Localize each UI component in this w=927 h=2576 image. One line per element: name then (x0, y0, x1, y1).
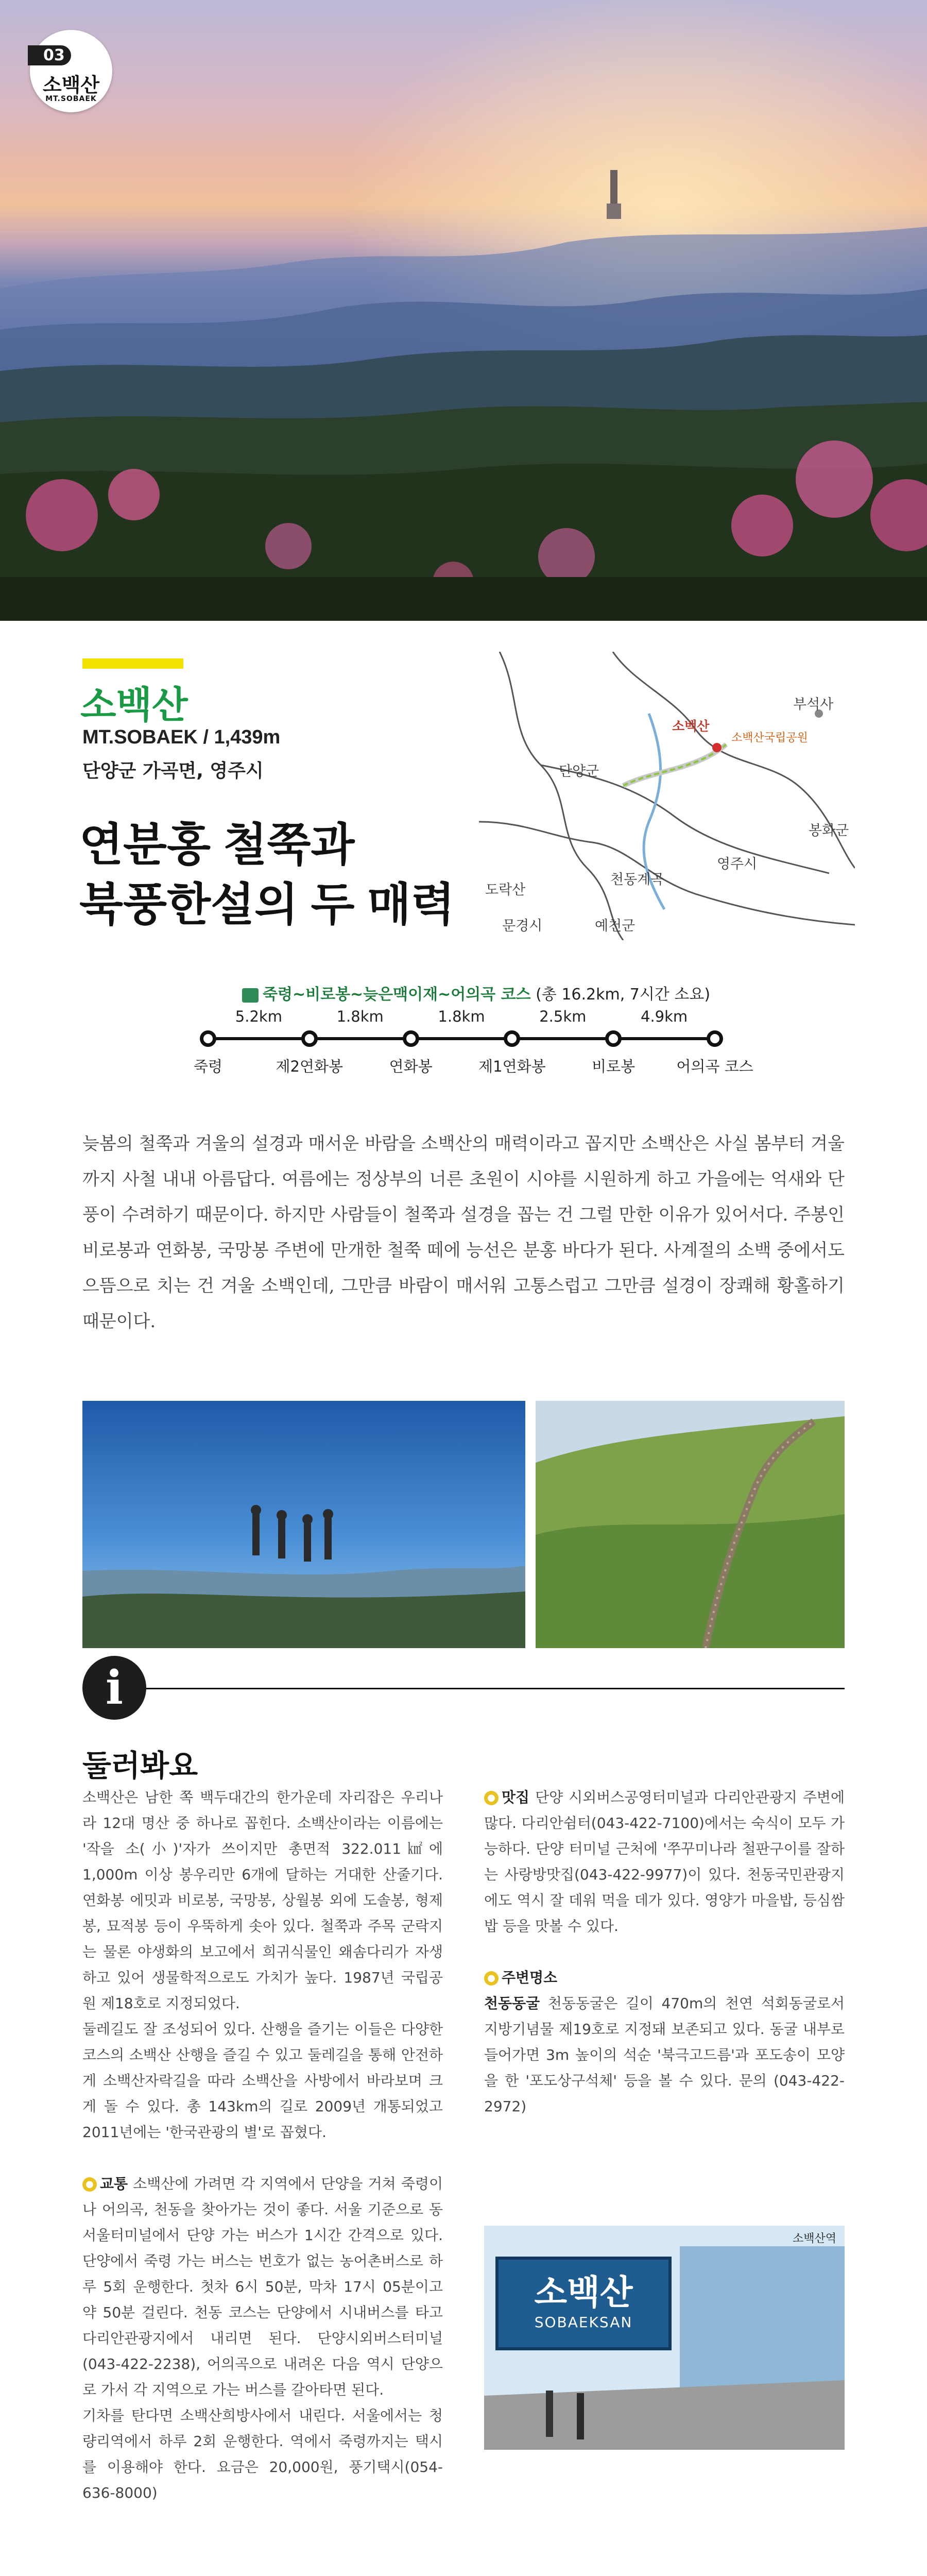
course-stop-name: 제1연화봉 (478, 1058, 546, 1075)
course-route: 죽령~비로봉~늦은맥이재~어의곡 코스 (263, 986, 531, 1004)
locator-sobaek: 소백산 (672, 719, 710, 734)
course-stop-name: 제2연화봉 (276, 1058, 344, 1075)
course-segment-distance: 4.9km (641, 1008, 688, 1025)
badge-number: 03 (28, 45, 71, 65)
page-title (79, 815, 455, 935)
info-section-title: 둘러봐요 (82, 1748, 198, 1783)
mountain-name-height: MT.SOBAEK / 1,439m (82, 726, 281, 748)
locator-dorak: 도락산 (485, 882, 526, 898)
course-stop-dot (707, 1030, 723, 1047)
course-title (242, 981, 710, 1004)
locator-bonghwa: 봉화군 (809, 823, 849, 839)
nearby-text: 천동동굴은 길이 470m의 천연 석회동굴로서 지방기념물 제19호로 지정돼 보존되고 있다. 동굴 내부로 들어가면 3m 높이의 석순 '북극고드름'과 포도송이 모양을 한 '포도상구석체' 등을 볼 수 있다. 문의 (043-422-2972) (484, 1995, 845, 2115)
locator-yecheon: 예천군 (595, 918, 636, 934)
station-sign-en: SOBAEKSAN (534, 2314, 633, 2331)
photo-hikers (82, 1401, 525, 1648)
info-right-column (484, 1785, 845, 2120)
info-left-column (82, 1785, 443, 2506)
info-nearby (484, 1965, 845, 2120)
course-stop-name: 죽령 (193, 1058, 223, 1075)
station-caption: 소백산역 (792, 2232, 836, 2245)
course-stop-dot (301, 1030, 318, 1047)
mountain-name: 소백산 (80, 685, 188, 726)
transport-text: 소백산에 가려면 각 지역에서 단양을 거쳐 죽령이나 어의곡, 천동을 찾아가는 것이 좋다. 서울 기준으로 동서울터미널에서 단양 가는 버스가 1시간 간격으로 있다. 단양에서 죽령 가는 버스는 번호가 없는 농어촌버스로 하루 5회 운행한다. 첫차 6시 50분, 막차 17시 05분이고 약 50분 걸린다. 천동 코스는 단양에서 시내버스를 타고 다리안관광지에서 내리면 된다. 단양시외버스터미널(043-422-2238), 어의곡으로 내려온 다음 역시 단양으로 가서 각 지역으로 가는 버스를 갈아타면 된다. (82, 2175, 443, 2398)
title-line-1: 연분홍 철쭉과 (79, 819, 355, 870)
spoon-icon: ● (484, 1791, 499, 1805)
nearby-title: 천동동굴 (484, 1995, 540, 2012)
info-transport (82, 2171, 443, 2403)
course-stop-dot (504, 1030, 520, 1047)
course-stop-dot (200, 1030, 216, 1047)
course-stop-dot (605, 1030, 622, 1047)
info-food (484, 1785, 845, 1939)
nearby-label: 주변명소 (502, 1969, 558, 1986)
title-line-2: 북풍한설의 두 매력 (79, 879, 455, 930)
food-label: 맛집 (502, 1789, 530, 1806)
info-about: 소백산은 남한 쪽 백두대간의 한가운데 자리잡은 우리나라 12대 명산 중 하나로 꼽힌다. 소백산이라는 이름에는 '작을 소(小)'자가 쓰이지만 총면적 322.011㎢에 1,000m 이상 봉우리만 6개에 달하는 거대한 산줄기다. 연화봉 에밋과 비로봉, 국망봉, 상월봉 외에 도솔봉, 형제봉, 묘적봉 등이 우뚝하게 솟아 있다. 철쭉과 주목 군락지는 물론 야생화의 보고에서 희귀식물인 왜솜다리가 자생하고 있어 생물학적으로도 가치가 높다. 1987년 국립공원 제18호로 지정되었다. (82, 1789, 443, 2012)
badge-name-en: MT.SOBAEK (45, 95, 97, 103)
station-sign-text: 소백산 (534, 2273, 633, 2312)
photo-hikers-art (82, 1401, 525, 1648)
info-divider (82, 1688, 845, 1689)
info-trail: 둘레길도 잘 조성되어 있다. 산행을 즐기는 이들은 다양한 코스의 소백산 산행을 즐길 수 있고 둘레길을 통해 안전하게 소백산자락길을 따라 소백산을 사방에서 바라보며 크게 돌 수 있다. 총 143km의 길로 2009년 개통되었고 2011년에는 '한국관광의 별'로 꼽혔다. (82, 2021, 443, 2141)
info-icon: i (82, 1656, 146, 1720)
photo-station (484, 2226, 845, 2450)
course-stop-dot (403, 1030, 419, 1047)
photo-trail (536, 1401, 845, 1648)
transport-label: 교통 (100, 2175, 128, 2192)
locator-danyang: 단양군 (559, 764, 599, 779)
info-train: 기차를 탄다면 소백산희방사에서 내린다. 서울에서는 청량리역에서 하루 2회 운행한다. 역에서 죽령까지는 택시를 이용해야 한다. 요금은 20,000원, 풍기택시(054-636-8000) (82, 2407, 443, 2501)
course-segment-distance: 2.5km (539, 1008, 587, 1025)
mountain-location: 단양군 가곡면, 영주시 (82, 760, 264, 782)
locator-yeongju: 영주시 (717, 856, 758, 872)
course-stop-name: 비로봉 (592, 1058, 636, 1075)
hero-landscape (0, 0, 927, 621)
intro-paragraph: 늦봄의 철쭉과 겨울의 설경과 매서운 바람을 소백산의 매력이라고 꼽지만 소백산은 사실 봄부터 겨울까지 사철 내내 아름답다. 여름에는 정상부의 너른 초원이 시야를 시원하게 하고 가을에는 억새와 단풍이 수려하기 때문이다. 하지만 사람들이 철쭉과 설경을 꼽는 건 그럴 만한 이유가 있어서다. 주봉인 비로봉과 연화봉, 국망봉 주변에 만개한 철쭉 떼에 능선은 분홍 바다가 된다. 사계절의 소백 중에서도 으뜸으로 치는 건 겨울 소백인데, 그만큼 바람이 매서워 고통스럽고 그만큼 설경이 장쾌해 황홀하기 때문이다. (82, 1133, 845, 1332)
course-summary: (총 16.2km, 7시간 소요) (536, 986, 711, 1004)
course-segment-distance: 5.2km (235, 1008, 282, 1025)
locator-park: 소백산국립공원 (731, 732, 808, 744)
course-stop-name: 어의곡 코스 (676, 1058, 753, 1075)
mountain-badge (30, 30, 112, 112)
locator-mungyeong: 문경시 (502, 918, 543, 934)
course-stop-name: 연화봉 (389, 1058, 433, 1075)
food-text: 단양 시외버스공영터미널과 다리안관광지 주변에 많다. 다리안쉼터(043-422-7100)에서는 숙식이 모두 가능하다. 단양 터미널 근처에 '쭈꾸미나라 철판구이를 잘하는 사랑방맛집(043-422-9977)이 있다. 천동국민관광지에도 역시 잘 데워 먹을 데가 있다. 영양가 마을밥, 등심쌈밥 등을 맛볼 수 있다. (484, 1789, 845, 1935)
course-line (208, 1037, 715, 1040)
yellow-accent-bar (82, 658, 183, 669)
hiker-icon (242, 988, 259, 1003)
locator-cheondong: 천동계곡 (610, 872, 664, 888)
hero-photo (0, 0, 927, 621)
course-segment-distance: 1.8km (438, 1008, 485, 1025)
badge-name: 소백산 (42, 74, 100, 96)
bus-icon: ● (82, 2177, 97, 2192)
locator-map (479, 652, 855, 940)
photo-trail-art (536, 1401, 845, 1648)
locator-buseoksa: 부석사 (793, 697, 834, 713)
camera-icon: ● (484, 1971, 499, 1986)
station-sign (495, 2257, 672, 2350)
course-segment-distance: 1.8km (336, 1008, 384, 1025)
